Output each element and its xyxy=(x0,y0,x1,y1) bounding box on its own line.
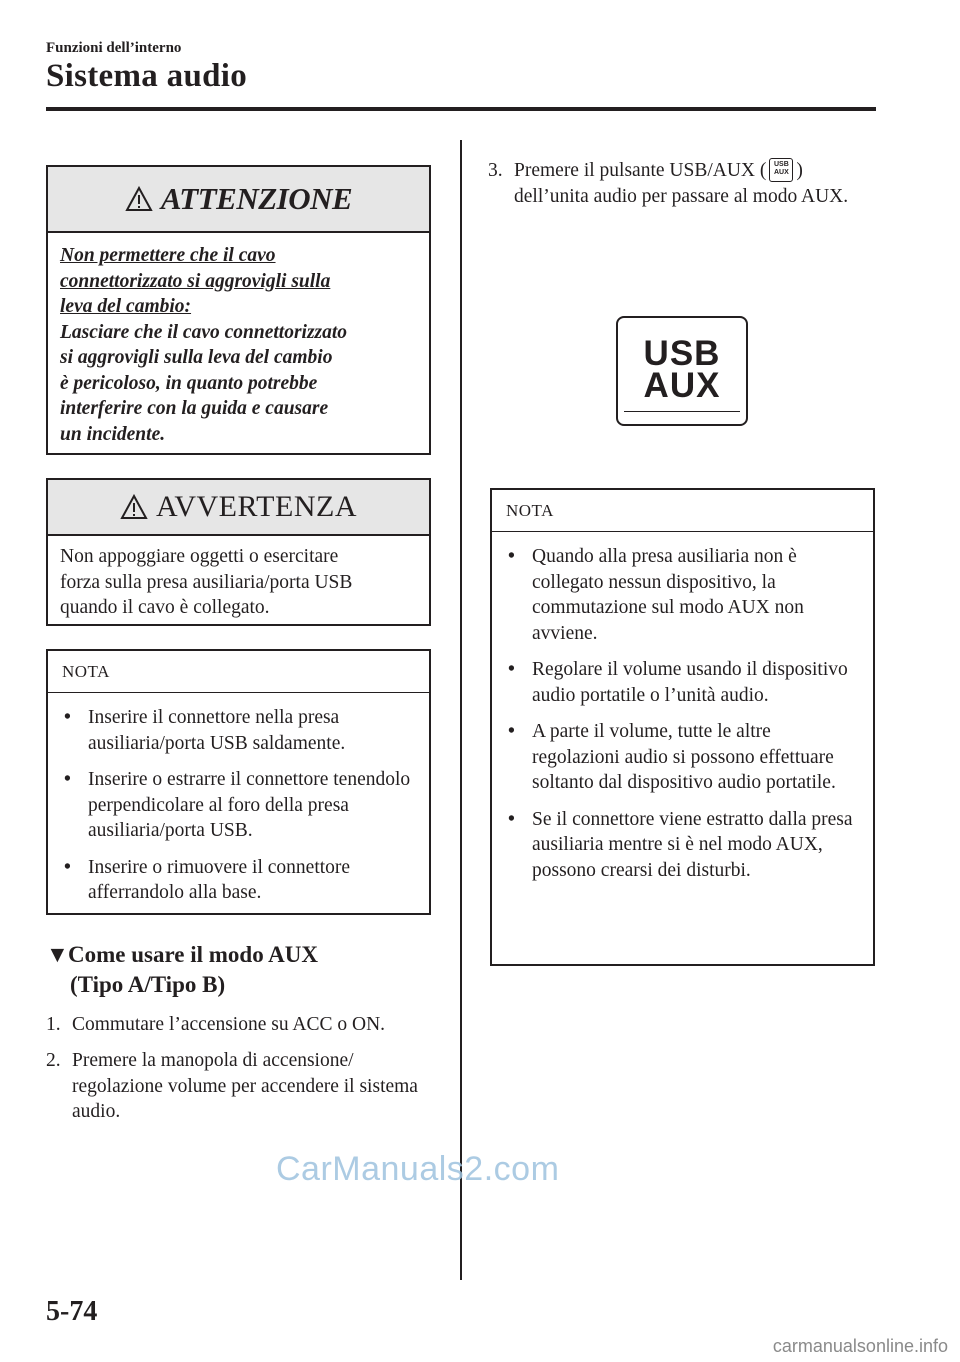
avvertenza-title: AVVERTENZA xyxy=(156,490,357,523)
list-item xyxy=(62,855,415,906)
list-item xyxy=(506,657,859,708)
avvertenza-line: forza sulla presa ausiliaria/porta USB xyxy=(60,571,353,593)
attenzione-line: si aggrovigli sulla leva del cambio xyxy=(60,347,333,368)
nota-list xyxy=(48,693,429,906)
page-number: 5-74 xyxy=(46,1296,98,1327)
list-item xyxy=(506,807,859,884)
warning-triangle-icon xyxy=(125,186,153,212)
avvertenza-line: Non appoggiare oggetti o esercitare xyxy=(60,546,339,567)
procedure-heading-line1: Come usare il modo AUX xyxy=(68,942,319,967)
step-text: Commutare l’accensione su ACC o ON. xyxy=(72,1014,386,1035)
list-item xyxy=(506,719,859,796)
attenzione-title: ATTENZIONE xyxy=(160,181,353,216)
procedure-step xyxy=(488,158,878,209)
list-item xyxy=(506,544,859,646)
attenzione-line: Lasciare che il cavo connettorizzato xyxy=(60,321,348,343)
bullet-icon: • xyxy=(508,808,515,830)
procedure-step xyxy=(46,1048,446,1125)
list-item-text: Se il connettore viene estratto dalla presa ausiliaria mentre si è nel modo AUX, possono crearsi dei disturbi. xyxy=(532,808,853,881)
bullet-icon: • xyxy=(508,721,515,742)
list-item-text: A parte il volume, tutte le altre regolazioni audio si possono effettuare soltanto dal dispositivo audio portatile. xyxy=(532,721,836,793)
bullet-icon: • xyxy=(64,769,71,790)
usb-label: USB xyxy=(643,334,721,373)
avvertenza-box xyxy=(46,478,431,626)
nota-list xyxy=(492,532,873,883)
nota-title: NOTA xyxy=(62,661,110,681)
step-text: Premere la manopola di accensione/ regolazione volume per accendere il sistema audio. xyxy=(72,1050,418,1122)
attenzione-line: Non permettere che il cavo xyxy=(60,245,276,266)
list-item-text: Regolare il volume usando il dispositivo audio portatile o l’unità audio. xyxy=(532,659,848,706)
list-item xyxy=(62,767,415,844)
step-number: 2. xyxy=(46,1050,61,1071)
procedure-heading xyxy=(46,940,446,1000)
figure-underline xyxy=(624,411,740,412)
nota-box xyxy=(490,488,875,966)
list-item xyxy=(62,705,415,756)
nota-header xyxy=(48,651,429,693)
procedure-step xyxy=(46,1012,446,1038)
step-text-before: Premere il pulsante USB/AUX ( xyxy=(514,160,767,181)
avvertenza-body xyxy=(48,536,429,621)
attenzione-line: è pericoloso, in quanto potrebbe xyxy=(60,372,318,394)
watermark: CarManuals2.com xyxy=(276,1150,560,1188)
bullet-icon: • xyxy=(508,659,515,680)
step-number: 3. xyxy=(488,160,503,181)
section-label: Funzioni dell’interno xyxy=(46,40,182,56)
attenzione-line: interferire con la guida e causare xyxy=(60,398,329,419)
bullet-icon: • xyxy=(64,856,71,878)
avvertenza-header xyxy=(48,480,429,536)
attenzione-body xyxy=(48,233,429,447)
list-item-text: Quando alla presa ausiliaria non è collegato nessun dispositivo, la commutazione sul modo AUX non avviene. xyxy=(532,546,804,644)
list-item-text: Inserire o rimuovere il connettore afferrandolo alla base. xyxy=(88,856,351,903)
watermark-link: carmanualsonline.info xyxy=(772,1336,948,1356)
nota-title: NOTA xyxy=(506,500,554,520)
attenzione-box xyxy=(46,165,431,455)
page-title: Sistema audio xyxy=(46,58,248,94)
attenzione-line: un incidente. xyxy=(60,423,166,445)
attenzione-line: connettorizzato si aggrovigli sulla xyxy=(60,270,331,292)
avvertenza-line: quando il cavo è collegato. xyxy=(60,597,270,618)
title-rule xyxy=(46,107,876,111)
step-text-after: ) dell’unita audio per passare al modo AUX. xyxy=(514,160,849,207)
triangle-down-icon: ▼ xyxy=(46,942,69,967)
column-divider xyxy=(460,140,462,1280)
aux-label: AUX xyxy=(643,366,721,405)
bullet-icon: • xyxy=(64,707,71,728)
usb-aux-button-icon: USB AUX xyxy=(769,158,793,182)
nota-box xyxy=(46,649,431,915)
procedure-heading-line2: (Tipo A/Tipo B) xyxy=(70,972,226,997)
step-number: 1. xyxy=(46,1014,61,1035)
usb-aux-button-figure xyxy=(616,316,748,426)
attenzione-line: leva del cambio: xyxy=(60,296,192,317)
list-item-text: Inserire o estrarre il connettore tenendolo perpendicolare al foro della presa ausiliaria/porta USB. xyxy=(88,769,411,841)
nota-header xyxy=(492,490,873,532)
bullet-icon: • xyxy=(508,546,515,567)
step-text xyxy=(488,158,878,209)
usb-aux-figure-label xyxy=(618,334,746,405)
attenzione-header xyxy=(48,167,429,233)
warning-triangle-icon xyxy=(120,494,148,520)
list-item-text: Inserire il connettore nella presa ausiliaria/porta USB saldamente. xyxy=(88,707,346,754)
